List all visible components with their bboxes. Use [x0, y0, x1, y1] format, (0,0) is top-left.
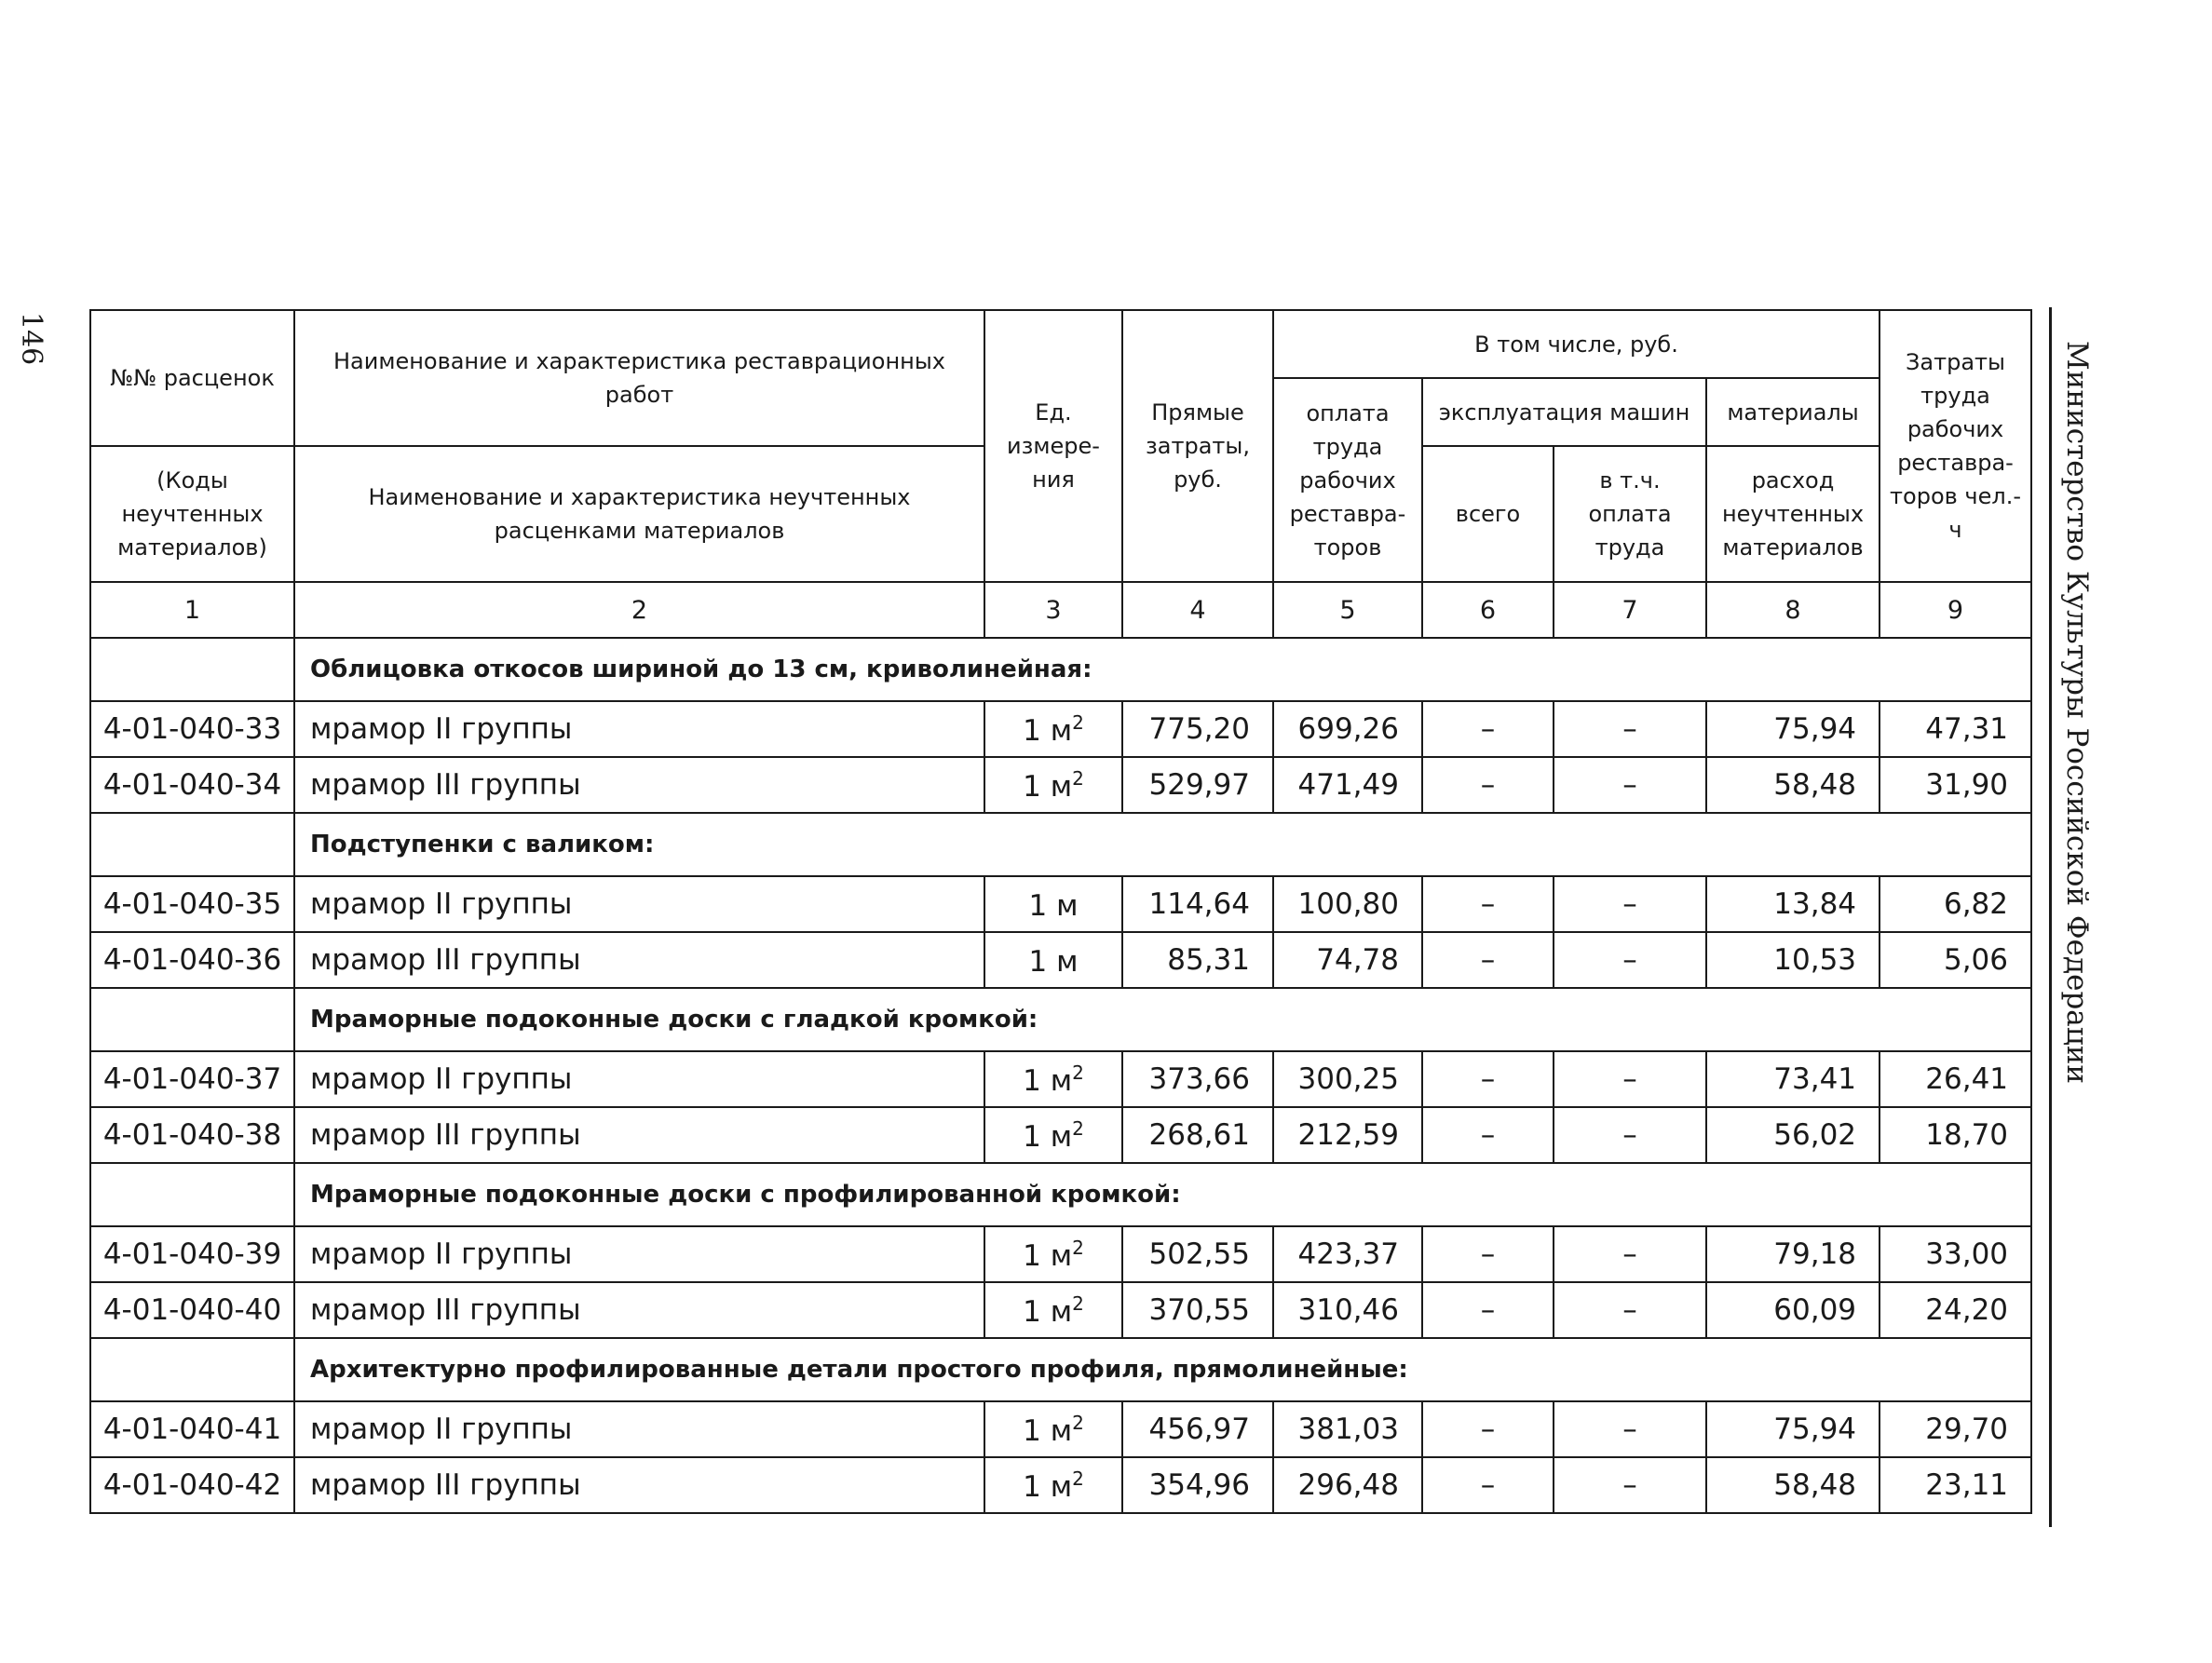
direct-costs: 370,55 — [1122, 1282, 1273, 1338]
unit-cell — [984, 932, 1122, 988]
unit-superscript: 2 — [1072, 1236, 1084, 1259]
unit-label: 1 м — [1028, 888, 1079, 923]
machines-labor: – — [1554, 1282, 1706, 1338]
work-name: мрамор II группы — [294, 1401, 984, 1457]
section-title: Мраморные подоконные доски с гладкой кромкой: — [294, 988, 2031, 1051]
work-name: мрамор III группы — [294, 1107, 984, 1163]
header-machines: эксплуатация машин — [1422, 378, 1706, 446]
section-row — [90, 638, 2031, 701]
direct-costs: 775,20 — [1122, 701, 1273, 757]
work-name: мрамор III группы — [294, 932, 984, 988]
side-title: Министерство Культуры Российской Федерации — [2060, 340, 2094, 1085]
rate-code: 4-01-040-42 — [90, 1457, 294, 1513]
column-number: 4 — [1122, 582, 1273, 638]
materials-cost: 73,41 — [1706, 1051, 1880, 1107]
rates-table — [89, 309, 2032, 1514]
machines-total: – — [1422, 1457, 1554, 1513]
materials-cost: 13,84 — [1706, 876, 1880, 932]
labor-wages: 296,48 — [1273, 1457, 1422, 1513]
header-col5: оплата труда рабочих реставра-торов — [1273, 378, 1422, 582]
section-title: Мраморные подоконные доски с профилированной кромкой: — [294, 1163, 2031, 1226]
machines-total: – — [1422, 876, 1554, 932]
section-row — [90, 1338, 2031, 1401]
unit-label: 1 м — [1023, 1119, 1073, 1154]
table-body — [90, 638, 2031, 1513]
labor-hours: 47,31 — [1880, 701, 2031, 757]
header-col4: Прямые затраты, руб. — [1122, 310, 1273, 582]
unit-cell — [984, 1282, 1122, 1338]
machines-total: – — [1422, 757, 1554, 813]
machines-total: – — [1422, 701, 1554, 757]
header-col2-top: Наименование и характеристика реставрационных работ — [294, 310, 984, 446]
labor-hours: 5,06 — [1880, 932, 2031, 988]
labor-wages: 471,49 — [1273, 757, 1422, 813]
machines-labor: – — [1554, 932, 1706, 988]
page-number: 146 — [15, 312, 47, 366]
unit-superscript: 2 — [1072, 710, 1084, 734]
unit-superscript: 2 — [1072, 1411, 1084, 1434]
materials-cost: 58,48 — [1706, 757, 1880, 813]
section-code-cell — [90, 638, 294, 701]
column-number: 5 — [1273, 582, 1422, 638]
column-number: 3 — [984, 582, 1122, 638]
machines-labor: – — [1554, 876, 1706, 932]
labor-wages: 310,46 — [1273, 1282, 1422, 1338]
header-col8: расход неучтенных материалов — [1706, 446, 1880, 582]
section-row — [90, 988, 2031, 1051]
labor-hours: 18,70 — [1880, 1107, 2031, 1163]
unit-cell — [984, 1226, 1122, 1282]
direct-costs: 114,64 — [1122, 876, 1273, 932]
unit-cell — [984, 757, 1122, 813]
section-title: Подступенки с валиком: — [294, 813, 2031, 876]
materials-cost: 75,94 — [1706, 1401, 1880, 1457]
table-row — [90, 1226, 2031, 1282]
table-row — [90, 876, 2031, 932]
labor-wages: 423,37 — [1273, 1226, 1422, 1282]
unit-label: 1 м — [1023, 1238, 1073, 1273]
section-code-cell — [90, 988, 294, 1051]
machines-total: – — [1422, 1282, 1554, 1338]
machines-total: – — [1422, 1401, 1554, 1457]
unit-label: 1 м — [1023, 1413, 1073, 1448]
section-row — [90, 813, 2031, 876]
unit-cell — [984, 1457, 1122, 1513]
unit-cell — [984, 876, 1122, 932]
unit-label: 1 м — [1028, 944, 1079, 979]
header-col1-bottom: (Коды неучтенных материалов) — [90, 446, 294, 582]
labor-wages: 74,78 — [1273, 932, 1422, 988]
column-number: 9 — [1880, 582, 2031, 638]
section-title: Архитектурно профилированные детали простого профиля, прямолинейные: — [294, 1338, 2031, 1401]
header-col1-top: №№ расценок — [90, 310, 294, 446]
rate-code: 4-01-040-36 — [90, 932, 294, 988]
unit-superscript: 2 — [1072, 1291, 1084, 1315]
table-header — [90, 310, 2031, 638]
work-name: мрамор II группы — [294, 701, 984, 757]
labor-wages: 381,03 — [1273, 1401, 1422, 1457]
header-col9: Затраты труда рабочих реставра-торов чел.-ч — [1880, 310, 2031, 582]
labor-hours: 26,41 — [1880, 1051, 2031, 1107]
direct-costs: 85,31 — [1122, 932, 1273, 988]
direct-costs: 502,55 — [1122, 1226, 1273, 1282]
unit-label: 1 м — [1023, 1469, 1073, 1504]
header-col6: всего — [1422, 446, 1554, 582]
direct-costs: 268,61 — [1122, 1107, 1273, 1163]
machines-labor: – — [1554, 1107, 1706, 1163]
header-col3: Ед. измере-ния — [984, 310, 1122, 582]
column-number: 6 — [1422, 582, 1554, 638]
materials-cost: 58,48 — [1706, 1457, 1880, 1513]
work-name: мрамор III группы — [294, 757, 984, 813]
materials-cost: 60,09 — [1706, 1282, 1880, 1338]
section-code-cell — [90, 1338, 294, 1401]
machines-labor: – — [1554, 701, 1706, 757]
machines-total: – — [1422, 932, 1554, 988]
section-row — [90, 1163, 2031, 1226]
labor-hours: 33,00 — [1880, 1226, 2031, 1282]
rate-code: 4-01-040-40 — [90, 1282, 294, 1338]
work-name: мрамор II группы — [294, 876, 984, 932]
labor-hours: 6,82 — [1880, 876, 2031, 932]
unit-cell — [984, 1107, 1122, 1163]
labor-wages: 699,26 — [1273, 701, 1422, 757]
direct-costs: 456,97 — [1122, 1401, 1273, 1457]
direct-costs: 354,96 — [1122, 1457, 1273, 1513]
labor-hours: 29,70 — [1880, 1401, 2031, 1457]
rate-code: 4-01-040-38 — [90, 1107, 294, 1163]
unit-cell — [984, 1051, 1122, 1107]
rate-code: 4-01-040-34 — [90, 757, 294, 813]
table-row — [90, 1401, 2031, 1457]
machines-labor: – — [1554, 1226, 1706, 1282]
table-row — [90, 701, 2031, 757]
header-group: В том числе, руб. — [1273, 310, 1880, 378]
column-number: 1 — [90, 582, 294, 638]
rate-code: 4-01-040-37 — [90, 1051, 294, 1107]
machines-total: – — [1422, 1107, 1554, 1163]
header-col7: в т.ч. оплата труда — [1554, 446, 1706, 582]
machines-labor: – — [1554, 1401, 1706, 1457]
machines-labor: – — [1554, 1457, 1706, 1513]
labor-hours: 31,90 — [1880, 757, 2031, 813]
rate-code: 4-01-040-33 — [90, 701, 294, 757]
work-name: мрамор III группы — [294, 1457, 984, 1513]
unit-superscript: 2 — [1072, 1061, 1084, 1084]
machines-total: – — [1422, 1051, 1554, 1107]
section-title: Облицовка откосов шириной до 13 см, криволинейная: — [294, 638, 2031, 701]
unit-label: 1 м — [1023, 713, 1073, 748]
labor-hours: 23,11 — [1880, 1457, 2031, 1513]
labor-wages: 212,59 — [1273, 1107, 1422, 1163]
labor-wages: 100,80 — [1273, 876, 1422, 932]
unit-label: 1 м — [1023, 1294, 1073, 1329]
table-row — [90, 1051, 2031, 1107]
unit-label: 1 м — [1023, 1063, 1073, 1098]
column-number: 8 — [1706, 582, 1880, 638]
unit-cell — [984, 701, 1122, 757]
rate-code: 4-01-040-39 — [90, 1226, 294, 1282]
materials-cost: 75,94 — [1706, 701, 1880, 757]
work-name: мрамор II группы — [294, 1051, 984, 1107]
rate-code: 4-01-040-35 — [90, 876, 294, 932]
materials-cost: 10,53 — [1706, 932, 1880, 988]
table-row — [90, 757, 2031, 813]
column-number: 7 — [1554, 582, 1706, 638]
column-number: 2 — [294, 582, 984, 638]
unit-superscript: 2 — [1072, 766, 1084, 790]
labor-hours: 24,20 — [1880, 1282, 2031, 1338]
direct-costs: 529,97 — [1122, 757, 1273, 813]
materials-cost: 79,18 — [1706, 1226, 1880, 1282]
section-code-cell — [90, 1163, 294, 1226]
machines-labor: – — [1554, 757, 1706, 813]
table-row — [90, 1107, 2031, 1163]
labor-wages: 300,25 — [1273, 1051, 1422, 1107]
direct-costs: 373,66 — [1122, 1051, 1273, 1107]
header-materials: материалы — [1706, 378, 1880, 446]
unit-superscript: 2 — [1072, 1116, 1084, 1140]
machines-total: – — [1422, 1226, 1554, 1282]
side-title-container — [2049, 307, 2105, 1117]
work-name: мрамор III группы — [294, 1282, 984, 1338]
rate-code: 4-01-040-41 — [90, 1401, 294, 1457]
unit-superscript: 2 — [1072, 1467, 1084, 1490]
materials-cost: 56,02 — [1706, 1107, 1880, 1163]
table-row — [90, 1282, 2031, 1338]
unit-cell — [984, 1401, 1122, 1457]
table-row — [90, 1457, 2031, 1513]
machines-labor: – — [1554, 1051, 1706, 1107]
work-name: мрамор II группы — [294, 1226, 984, 1282]
table-row — [90, 932, 2031, 988]
section-code-cell — [90, 813, 294, 876]
header-col2-bottom: Наименование и характеристика неучтенных расценками материалов — [294, 446, 984, 582]
unit-label: 1 м — [1023, 769, 1073, 804]
